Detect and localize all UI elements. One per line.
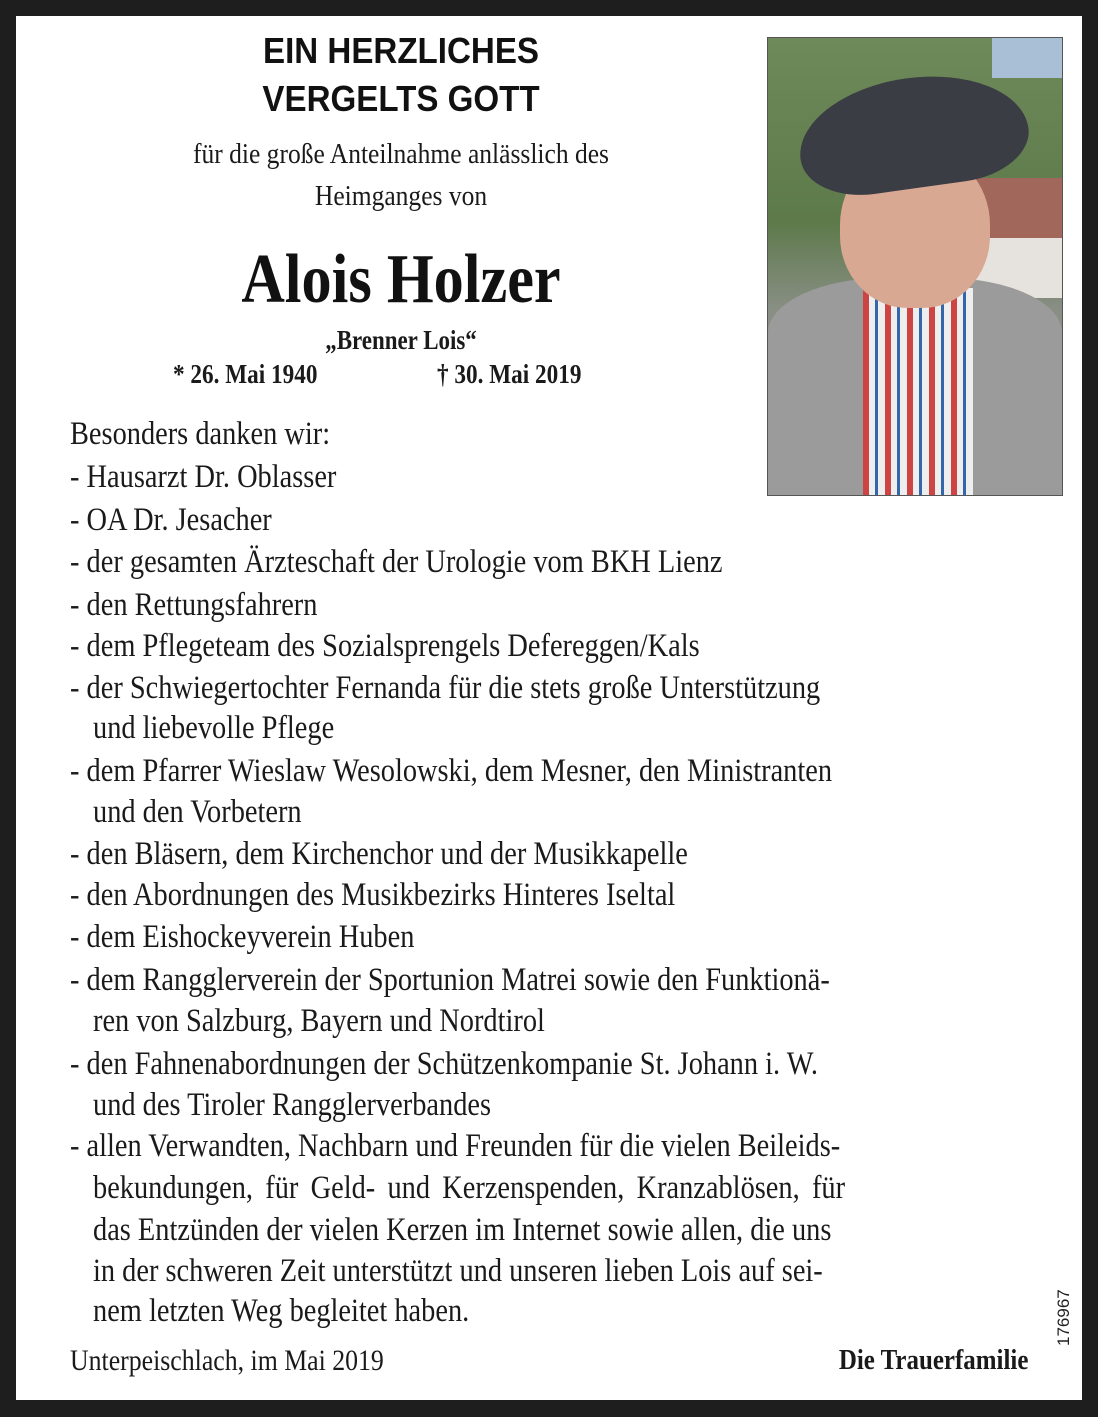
- birth-date: * 26. Mai 1940: [173, 359, 318, 389]
- thanks-line-continued: ren von Salzburg, Bayern und Nordtirol: [93, 1003, 545, 1039]
- nickname: „Brenner Lois“: [325, 325, 477, 355]
- thanks-line: - den Rettungsfahrern: [70, 587, 318, 623]
- thanks-line: - Hausarzt Dr. Oblasser: [70, 459, 337, 495]
- portrait-photo: [767, 37, 1063, 496]
- deceased-name: Alois Holzer: [241, 241, 561, 318]
- thanks-line-continued: in der schweren Zeit unterstützt und unseren lieben Lois auf sei-: [93, 1253, 823, 1289]
- thanks-line: - OA Dr. Jesacher: [70, 502, 272, 538]
- heading-line-1: EIN HERZLICHES: [262, 30, 540, 71]
- place-date: Unterpeischlach, im Mai 2019: [70, 1344, 384, 1377]
- heading-line-2: VERGELTS GOTT: [262, 78, 540, 119]
- thanks-line-continued: bekundungen, für Geld- und Kerzenspenden, Kranzablösen, für: [93, 1170, 846, 1206]
- intro-line-2: Heimganges von: [314, 180, 488, 212]
- thanks-line: - dem Pfarrer Wieslaw Wesolowski, dem Mesner, den Ministranten: [70, 753, 833, 789]
- death-date: † 30. Mai 2019: [437, 359, 582, 389]
- thanks-line: - der Schwiegertochter Fernanda für die stets große Unterstützung: [70, 670, 821, 706]
- thanks-line: - den Fahnenabordnungen der Schützenkompanie St. Johann i. W.: [70, 1046, 818, 1082]
- thanks-line-continued: nem letzten Weg begleitet haben.: [93, 1293, 470, 1329]
- thanks-line: - dem Pflegeteam des Sozialsprengels Defereggen/Kals: [70, 628, 700, 664]
- ad-number: 176967: [1054, 1289, 1073, 1346]
- thanks-line: - dem Rangglerverein der Sportunion Matrei sowie den Funktionä-: [70, 962, 830, 998]
- thanks-line: - allen Verwandten, Nachbarn und Freunden für die vielen Beileids-: [70, 1128, 841, 1164]
- thanks-line: - den Bläsern, dem Kirchenchor und der Musikkapelle: [70, 836, 688, 872]
- thanks-line-continued: und liebevolle Pflege: [93, 710, 335, 746]
- thanks-line: - den Abordnungen des Musikbezirks Hinteres Iseltal: [70, 877, 676, 913]
- thanks-line: - der gesamten Ärzteschaft der Urologie vom BKH Lienz: [70, 544, 723, 580]
- thanks-line-continued: das Entzünden der vielen Kerzen im Internet sowie allen, die uns: [93, 1212, 832, 1248]
- obituary-card: [16, 16, 1082, 1400]
- thanks-intro: Besonders danken wir:: [70, 416, 331, 452]
- thanks-line-continued: und des Tiroler Rangglerverbandes: [93, 1087, 492, 1123]
- intro-line-1: für die große Anteilnahme anlässlich des: [192, 138, 609, 170]
- signature: Die Trauerfamilie: [838, 1344, 1028, 1376]
- thanks-line-continued: und den Vorbetern: [93, 794, 302, 830]
- thanks-line: - dem Eishockeyverein Huben: [70, 919, 415, 955]
